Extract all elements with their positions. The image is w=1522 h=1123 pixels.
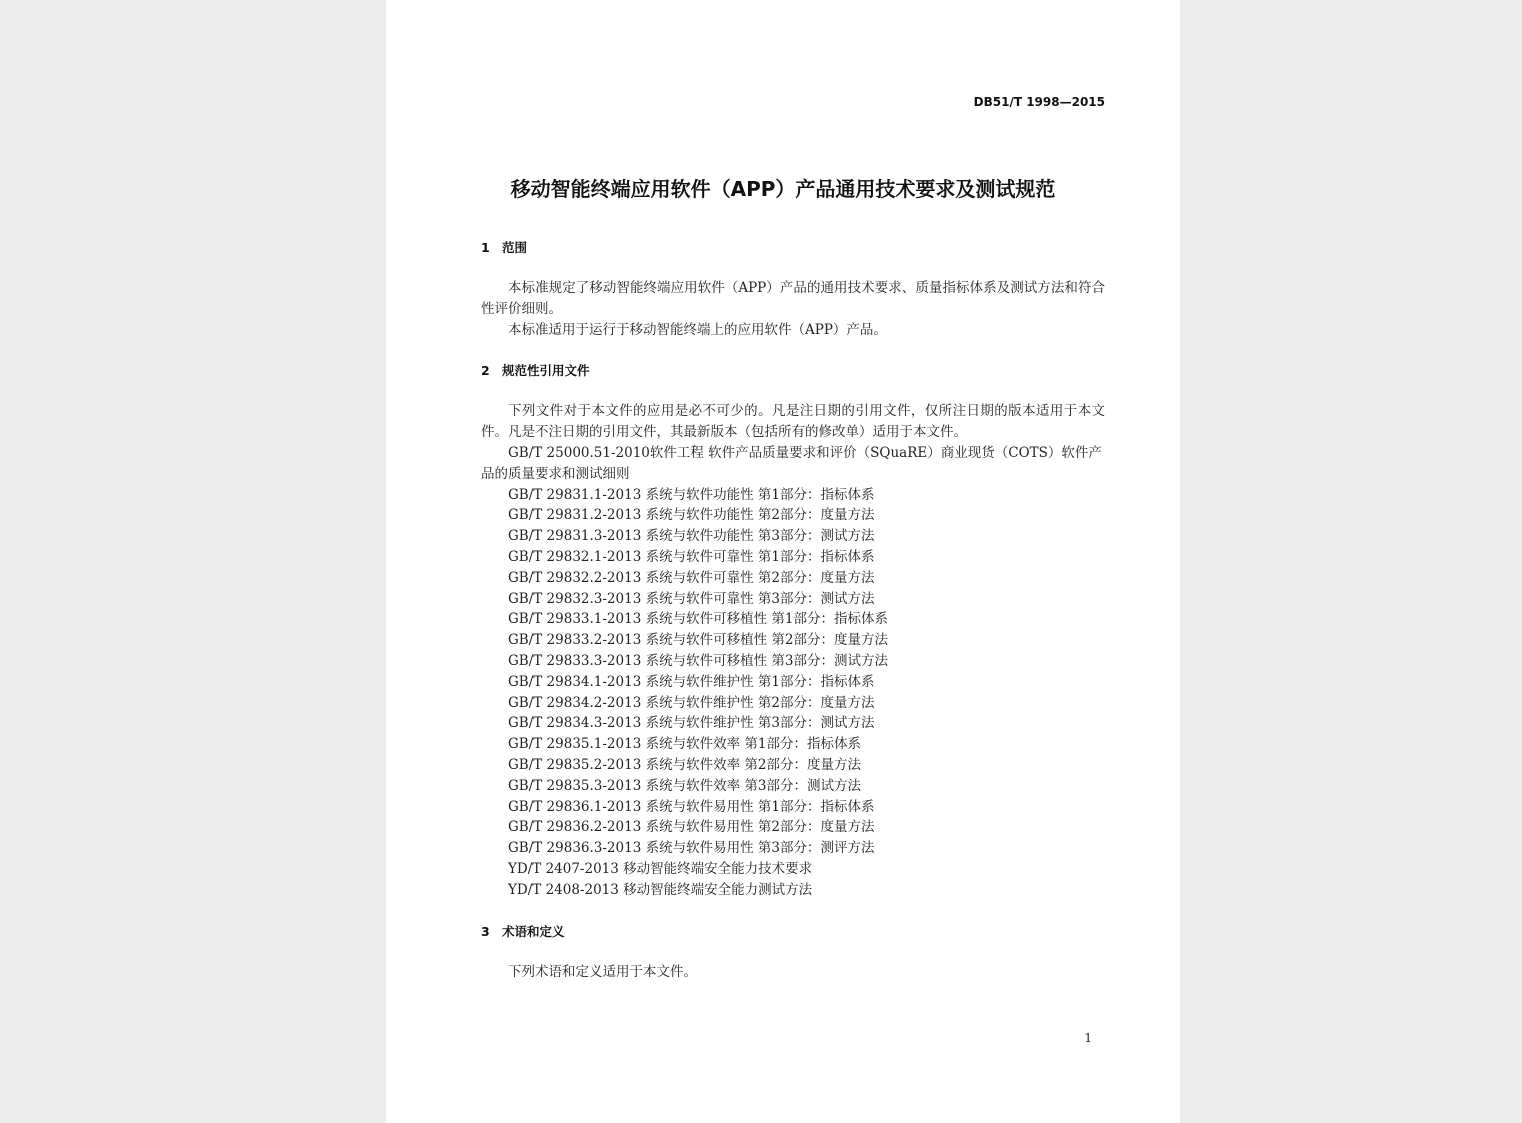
paragraph: 本标准规定了移动智能终端应用软件（APP）产品的通用技术要求、质量指标体系及测试方法和符合性评价细则。 (481, 280, 1105, 317)
reference-item: GB/T 29835.3-2013 系统与软件效率 第3部分：测试方法 (508, 777, 861, 794)
section-number: 1 (481, 240, 490, 255)
reference-item: GB/T 29834.1-2013 系统与软件维护性 第1部分：指标体系 (508, 673, 875, 690)
document-code: DB51/T 1998—2015 (973, 95, 1105, 109)
reference-item: GB/T 29831.1-2013 系统与软件功能性 第1部分：指标体系 (508, 486, 875, 503)
section-heading (481, 237, 1105, 258)
reference-item: GB/T 29831.2-2013 系统与软件功能性 第2部分：度量方法 (508, 507, 875, 524)
document-page (386, 0, 1180, 1123)
reference-list (481, 443, 1105, 901)
reference-item: GB/T 29832.3-2013 系统与软件可靠性 第3部分：测试方法 (508, 590, 875, 607)
section-title: 术语和定义 (502, 923, 565, 939)
reference-item: GB/T 29835.2-2013 系统与软件效率 第2部分：度量方法 (508, 756, 861, 773)
reference-item: GB/T 29833.3-2013 系统与软件可移植性 第3部分：测试方法 (508, 652, 888, 669)
section-title: 规范性引用文件 (502, 363, 590, 379)
reference-item: GB/T 25000.51-2010软件工程 软件产品质量要求和评价（SQuaRE）商业现货（COTS）软件产品的质量要求和测试细则 (481, 444, 1102, 482)
reference-item: GB/T 29835.1-2013 系统与软件效率 第1部分：指标体系 (508, 736, 861, 753)
section-scope (481, 237, 1105, 340)
section-heading (481, 921, 1105, 942)
document-body (481, 237, 1105, 982)
section-normative-references (481, 360, 1105, 900)
page-number: 1 (1084, 1031, 1092, 1045)
reference-item: GB/T 29836.2-2013 系统与软件易用性 第2部分：度量方法 (508, 819, 875, 836)
section-number: 3 (481, 923, 490, 939)
reference-item: GB/T 29832.1-2013 系统与软件可靠性 第1部分：指标体系 (508, 548, 875, 565)
paragraph: 本标准适用于运行于移动智能终端上的应用软件（APP）产品。 (508, 321, 887, 338)
reference-item: GB/T 29836.1-2013 系统与软件易用性 第1部分：指标体系 (508, 798, 875, 815)
reference-item: GB/T 29832.2-2013 系统与软件可靠性 第2部分：度量方法 (508, 569, 875, 586)
section-terms-and-definitions (481, 921, 1105, 983)
reference-item: YD/T 2408-2013 移动智能终端安全能力测试方法 (508, 881, 813, 898)
section-title: 范围 (502, 240, 528, 255)
reference-item: GB/T 29834.2-2013 系统与软件维护性 第2部分：度量方法 (508, 694, 875, 711)
reference-item: GB/T 29831.3-2013 系统与软件功能性 第3部分：测试方法 (508, 528, 875, 545)
reference-item: YD/T 2407-2013 移动智能终端安全能力技术要求 (508, 860, 813, 877)
reference-item: GB/T 29836.3-2013 系统与软件易用性 第3部分：测评方法 (508, 840, 875, 857)
section-number: 2 (481, 363, 490, 379)
reference-item: GB/T 29833.2-2013 系统与软件可移植性 第2部分：度量方法 (508, 632, 888, 649)
section-heading (481, 360, 1105, 381)
document-title: 移动智能终端应用软件（APP）产品通用技术要求及测试规范 (510, 177, 1056, 201)
paragraph: 下列术语和定义适用于本文件。 (508, 963, 697, 980)
paragraph: 下列文件对于本文件的应用是必不可少的。凡是注日期的引用文件，仅所注日期的版本适用于本文件。凡是不注日期的引用文件，其最新版本（包括所有的修改单）适用于本文件。 (481, 403, 1105, 441)
reference-item: GB/T 29834.3-2013 系统与软件维护性 第3部分：测试方法 (508, 715, 875, 732)
reference-item: GB/T 29833.1-2013 系统与软件可移植性 第1部分：指标体系 (508, 611, 888, 628)
